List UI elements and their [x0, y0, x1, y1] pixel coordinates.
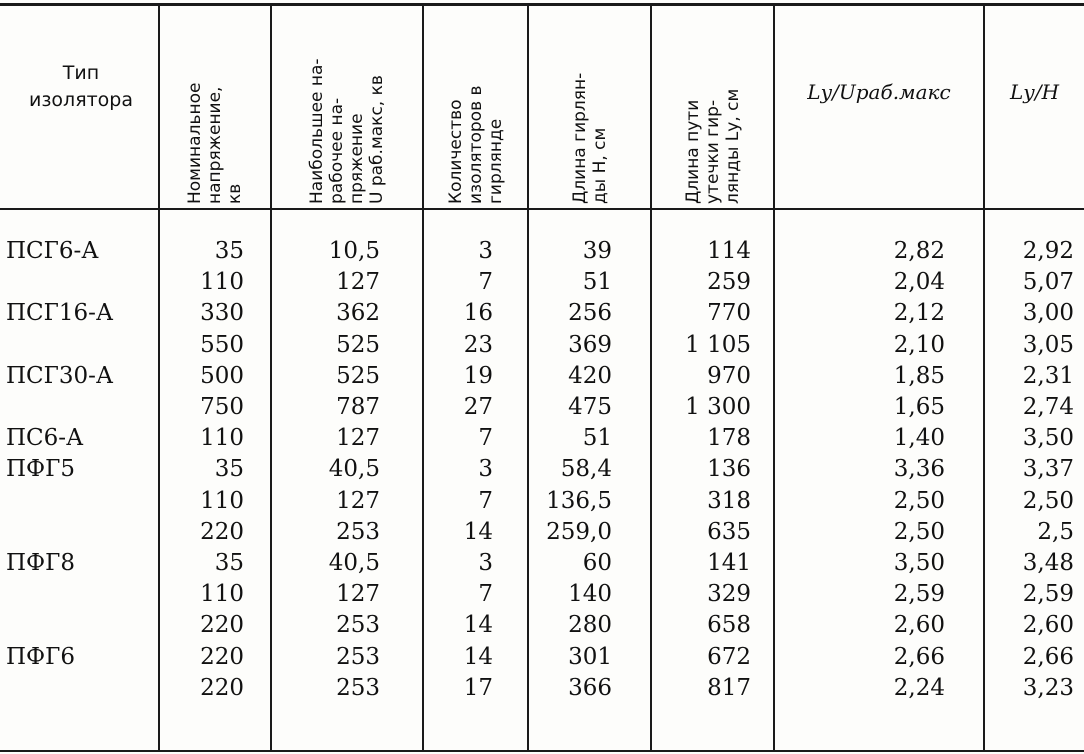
cell-count: 17: [463, 674, 493, 701]
table-row: [6, 454, 1082, 485]
cell-r1: 2,60: [893, 612, 945, 639]
cell-nominal: 550: [200, 331, 244, 358]
cell-leakage: 259: [707, 269, 751, 296]
cell-count: 3: [478, 549, 493, 576]
table-row: [6, 361, 1082, 392]
cell-nominal: 110: [200, 487, 244, 514]
cell-type: [6, 267, 158, 298]
header-length: Длина гирлян- ды H, см: [569, 72, 610, 204]
cell-type: ПФГ8: [6, 549, 76, 576]
table-row: [6, 236, 1082, 267]
cell-r2: 3,48: [1022, 549, 1074, 576]
cell-type: [6, 610, 158, 641]
bottom-rule: [0, 750, 1084, 752]
cell-max: 40,5: [328, 549, 380, 576]
cell-type: ПФГ6: [6, 643, 76, 670]
cell-nominal: 220: [200, 643, 244, 670]
cell-max: 253: [336, 518, 380, 545]
cell-length: 280: [568, 612, 612, 639]
cell-count: 3: [478, 456, 493, 483]
table-row: [6, 423, 1082, 454]
cell-max: 787: [336, 394, 380, 421]
cell-type: [6, 579, 158, 610]
cell-r2: 2,59: [1022, 581, 1074, 608]
cell-length: 51: [582, 425, 612, 452]
cell-leakage: 970: [707, 362, 751, 389]
cell-r1: 3,36: [893, 456, 945, 483]
cell-length: 58,4: [560, 456, 612, 483]
table-row: [6, 548, 1082, 579]
cell-nominal: 35: [214, 456, 244, 483]
cell-type: [6, 517, 158, 548]
cell-r1: 2,66: [893, 643, 945, 670]
cell-length: 366: [568, 674, 612, 701]
cell-nominal: 35: [214, 549, 244, 576]
cell-max: 525: [336, 331, 380, 358]
table-row: [6, 330, 1082, 361]
cell-r1: 1,40: [893, 425, 945, 452]
cell-leakage: 114: [707, 238, 751, 265]
cell-r2: 2,50: [1022, 487, 1074, 514]
cell-r1: 2,10: [893, 331, 945, 358]
cell-count: 7: [478, 425, 493, 452]
cell-max: 10,5: [328, 238, 380, 265]
cell-type: [6, 330, 158, 361]
cell-max: 253: [336, 612, 380, 639]
cell-r2: 2,60: [1022, 612, 1074, 639]
cell-length: 259,0: [546, 518, 612, 545]
cell-r2: 2,5: [1037, 518, 1074, 545]
cell-r1: 2,50: [893, 487, 945, 514]
cell-max: 127: [336, 487, 380, 514]
cell-leakage: 141: [707, 549, 751, 576]
header-leakage-cell: [652, 30, 773, 206]
header-ratio2: Lу/H: [1009, 80, 1060, 104]
cell-length: 301: [568, 643, 612, 670]
cell-max: 253: [336, 643, 380, 670]
cell-max: 127: [336, 269, 380, 296]
header-nominal-voltage-cell: [160, 30, 270, 206]
cell-leakage: 136: [707, 456, 751, 483]
header-nominal-voltage: Номинальное напряжение, кв: [185, 82, 245, 204]
cell-nominal: 110: [200, 269, 244, 296]
cell-r2: 3,23: [1022, 674, 1074, 701]
cell-max: 253: [336, 674, 380, 701]
cell-length: 39: [582, 238, 612, 265]
table-row: [6, 579, 1082, 610]
cell-r1: 2,50: [893, 518, 945, 545]
cell-r2: 2,74: [1022, 394, 1074, 421]
cell-type: ПФГ5: [6, 456, 76, 483]
cell-count: 7: [478, 581, 493, 608]
cell-r2: 2,92: [1022, 238, 1074, 265]
cell-leakage: 672: [707, 643, 751, 670]
cell-leakage: 635: [707, 518, 751, 545]
cell-r1: 1,85: [893, 362, 945, 389]
cell-length: 256: [568, 300, 612, 327]
cell-leakage: 318: [707, 487, 751, 514]
cell-count: 7: [478, 487, 493, 514]
header-max-voltage-cell: [272, 30, 422, 206]
cell-type: ПСГ6-А: [6, 238, 99, 265]
cell-leakage: 817: [707, 674, 751, 701]
cell-length: 51: [582, 269, 612, 296]
cell-r2: 3,37: [1022, 456, 1074, 483]
cell-max: 40,5: [328, 456, 380, 483]
header-bottom-rule: [0, 208, 1084, 210]
cell-leakage: 1 300: [685, 394, 751, 421]
cell-nominal: 220: [200, 674, 244, 701]
cell-count: 16: [463, 300, 493, 327]
cell-r2: 2,31: [1022, 362, 1074, 389]
cell-r1: 2,12: [893, 300, 945, 327]
table-row: [6, 673, 1082, 704]
cell-max: 525: [336, 362, 380, 389]
cell-length: 136,5: [546, 487, 612, 514]
cell-count: 7: [478, 269, 493, 296]
cell-count: 14: [463, 612, 493, 639]
cell-type: [6, 673, 158, 704]
cell-r1: 2,24: [893, 674, 945, 701]
header-ratio1: Lу/Uраб.макс: [807, 80, 951, 104]
cell-type: [6, 486, 158, 517]
header-leakage: Длина пути утечки гир- лянды Lу, см: [682, 88, 743, 204]
cell-nominal: 500: [200, 362, 244, 389]
cell-type: [6, 392, 158, 423]
cell-r2: 2,66: [1022, 643, 1074, 670]
cell-type: ПСГ16-А: [6, 300, 114, 327]
cell-length: 420: [568, 362, 612, 389]
table-row: [6, 517, 1082, 548]
table-row: [6, 486, 1082, 517]
cell-r2: 3,05: [1022, 331, 1074, 358]
cell-count: 23: [463, 331, 493, 358]
cell-r1: 2,04: [893, 269, 945, 296]
cell-r2: 3,50: [1022, 425, 1074, 452]
data-table: [6, 236, 1082, 704]
cell-nominal: 220: [200, 612, 244, 639]
cell-leakage: 178: [707, 425, 751, 452]
top-rule: [0, 3, 1084, 6]
cell-nominal: 220: [200, 518, 244, 545]
cell-leakage: 770: [707, 300, 751, 327]
cell-count: 14: [463, 518, 493, 545]
cell-length: 140: [568, 581, 612, 608]
header-type: Тип изолятора: [28, 62, 134, 111]
cell-type: ПС6-А: [6, 425, 84, 452]
header-count: Количество изоляторов в гирлянде: [445, 85, 506, 204]
cell-nominal: 35: [214, 238, 244, 265]
cell-leakage: 329: [707, 581, 751, 608]
cell-max: 127: [336, 581, 380, 608]
cell-count: 3: [478, 238, 493, 265]
table-row: [6, 267, 1082, 298]
cell-nominal: 110: [200, 425, 244, 452]
cell-r1: 2,59: [893, 581, 945, 608]
cell-type: ПСГ30-А: [6, 362, 114, 389]
table-row: [6, 641, 1082, 672]
cell-max: 362: [336, 300, 380, 327]
table-row: [6, 298, 1082, 329]
table-row: [6, 392, 1082, 423]
cell-length: 475: [568, 394, 612, 421]
cell-length: 60: [582, 549, 612, 576]
table-row: [6, 610, 1082, 641]
cell-count: 27: [463, 394, 493, 421]
header-length-cell: [529, 30, 650, 206]
cell-length: 369: [568, 331, 612, 358]
header-count-cell: [424, 30, 527, 206]
cell-count: 14: [463, 643, 493, 670]
cell-r1: 2,82: [893, 238, 945, 265]
cell-r2: 3,00: [1022, 300, 1074, 327]
cell-nominal: 750: [200, 394, 244, 421]
cell-nominal: 110: [200, 581, 244, 608]
header-max-voltage: Наибольшее на- рабочее на- пряжение U раб.макс, кв: [307, 58, 387, 204]
cell-r1: 1,65: [893, 394, 945, 421]
cell-count: 19: [463, 362, 493, 389]
cell-r2: 5,07: [1022, 269, 1074, 296]
cell-nominal: 330: [200, 300, 244, 327]
cell-max: 127: [336, 425, 380, 452]
cell-r1: 3,50: [893, 549, 945, 576]
cell-leakage: 1 105: [685, 331, 751, 358]
cell-leakage: 658: [707, 612, 751, 639]
